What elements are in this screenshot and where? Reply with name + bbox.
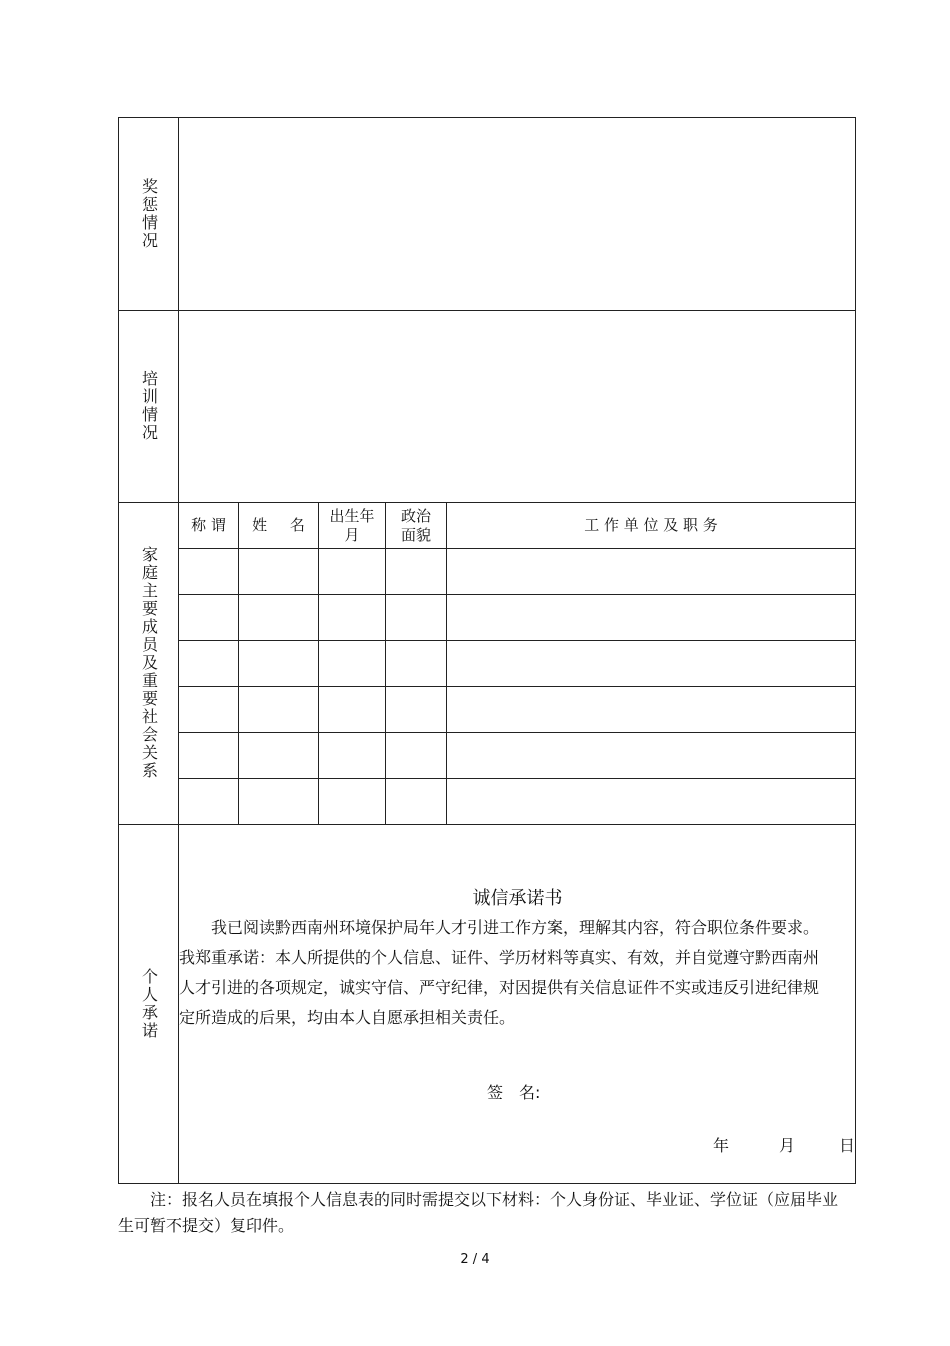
divider-family-pledge <box>119 824 855 825</box>
date-day-label: 日 <box>839 1136 856 1155</box>
family-col-line <box>318 502 319 824</box>
registration-form-table <box>118 117 856 1184</box>
letter-body: 我已阅读黔西南州环境保护局年人才引进工作方案，理解其内容，符合职位条件要求。我郑重承诺：本人所提供的个人信息、证件、学历材料等真实、有效，并自觉遵守黔西南州人才引进的各项规定，诚实守信、严守纪律，对因提供有关信息证件不实或违反引进纪律规定所造成的后果，均由本人自愿承担相关责任。 <box>179 918 820 1027</box>
awards-label: 奖惩情况 <box>139 178 159 250</box>
header-birth-date: 出生年月 <box>329 506 375 544</box>
family-row-line <box>178 640 855 641</box>
signature-label: 签 名: <box>487 1083 541 1102</box>
date-month-label: 月 <box>779 1136 796 1155</box>
pledge-label: 个人承诺 <box>139 967 159 1040</box>
family-col-line <box>385 502 386 824</box>
family-col-line <box>446 502 447 824</box>
header-relation: 称 谓 <box>191 516 226 534</box>
divider-awards-training <box>119 310 855 311</box>
family-label: 家庭主要成员及重要社会关系 <box>139 546 159 780</box>
footnote: 注：报名人员在填报个人信息表的同时需提交以下材料：个人身份证、毕业证、学位证（应届毕业生可暂不提交）复印件。 <box>118 1190 839 1235</box>
family-row-line <box>178 778 855 779</box>
family-row-line <box>178 594 855 595</box>
header-political-status: 政治面貌 <box>400 506 431 544</box>
header-work-unit: 工 作 单 位 及 职 务 <box>584 516 718 534</box>
family-row-line <box>178 548 855 549</box>
training-label: 培训情况 <box>139 370 159 442</box>
page-number: 2 / 4 <box>460 1252 490 1267</box>
family-row-line <box>178 686 855 687</box>
letter-title: 诚信承诺书 <box>472 888 563 909</box>
family-col-line <box>238 502 239 824</box>
date-year-label: 年 <box>713 1136 730 1155</box>
header-name: 姓 名 <box>252 516 305 534</box>
family-row-line <box>178 732 855 733</box>
